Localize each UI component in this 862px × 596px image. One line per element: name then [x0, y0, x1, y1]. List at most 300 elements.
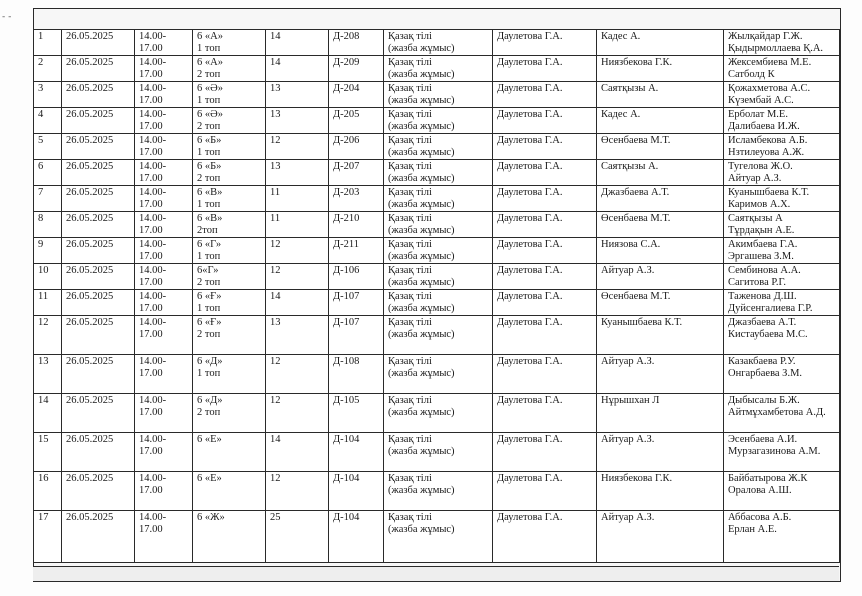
date-cell: [62, 160, 135, 186]
date-cell: [62, 316, 135, 355]
page-corner-mark: - -: [2, 12, 12, 22]
teacher-cell: [597, 511, 724, 563]
row-number-cell: [34, 472, 62, 511]
organizer-cell: [493, 511, 597, 563]
class-group-cell: [193, 511, 266, 563]
observers-obs1-text: Исламбекова А.Б.: [728, 135, 808, 146]
date-cell: [62, 264, 135, 290]
row-number-num-text: 7: [38, 187, 44, 198]
row-number-num-text: 3: [38, 83, 44, 94]
organizer-cell: [493, 160, 597, 186]
student-count-cell: [266, 316, 329, 355]
subject-subj1-text: Қазақ тілі: [388, 512, 432, 523]
observers-cell: [724, 56, 840, 82]
teacher-cell: [597, 30, 724, 56]
room-room-text: Д-208: [333, 31, 360, 42]
observers-cell: [724, 238, 840, 264]
date-cell: [62, 355, 135, 394]
time-cell: [135, 108, 193, 134]
date-cell: [62, 290, 135, 316]
observers-obs1-text: Аббасова А.Б.: [728, 512, 792, 523]
time-cell: [135, 433, 193, 472]
student-count-count-text: 13: [270, 109, 281, 120]
teacher-teacher-text: Нұрышхан Л: [601, 395, 660, 406]
teacher-teacher-text: Айтуар А.З.: [601, 265, 655, 276]
teacher-cell: [597, 316, 724, 355]
observers-obs2-text: Сатболд К: [728, 69, 775, 80]
room-cell: [329, 264, 384, 290]
organizer-organizer-text: Даулетова Г.А.: [497, 31, 563, 42]
organizer-organizer-text: Даулетова Г.А.: [497, 512, 563, 523]
time-time2-text: 17.00: [139, 407, 163, 418]
observers-obs1-text: Жексембиева М.Е.: [728, 57, 812, 68]
observers-obs2-text: Айтмұхамбетова А.Д.: [728, 407, 826, 418]
student-count-count-text: 13: [270, 83, 281, 94]
subject-subj2-text: (жазба жұмыс): [388, 95, 455, 106]
observers-cell: [724, 394, 840, 433]
table-row: [34, 472, 840, 511]
teacher-cell: [597, 108, 724, 134]
time-cell: [135, 238, 193, 264]
observers-cell: [724, 472, 840, 511]
observers-obs2-text: Каримов А.Х.: [728, 199, 791, 210]
teacher-cell: [597, 472, 724, 511]
subject-subj2-text: (жазба жұмыс): [388, 121, 455, 132]
observers-obs2-text: Тұрдақын А.Е.: [728, 225, 795, 236]
class-group-cls1-text: 6 «Б»: [197, 135, 222, 146]
room-cell: [329, 238, 384, 264]
subject-subj2-text: (жазба жұмыс): [388, 199, 455, 210]
table-row: [34, 238, 840, 264]
student-count-cell: [266, 238, 329, 264]
student-count-count-text: 12: [270, 239, 281, 250]
subject-cell: [384, 290, 493, 316]
time-time1-text: 14.00-: [139, 265, 167, 276]
class-group-cls1-text: 6 «Е»: [197, 473, 222, 484]
organizer-cell: [493, 316, 597, 355]
row-number-cell: [34, 56, 62, 82]
room-room-text: Д-104: [333, 473, 360, 484]
observers-obs1-text: Жылқайдар Г.Ж.: [728, 31, 803, 42]
date-cell: [62, 56, 135, 82]
organizer-organizer-text: Даулетова Г.А.: [497, 356, 563, 367]
time-cell: [135, 511, 193, 563]
room-cell: [329, 56, 384, 82]
student-count-cell: [266, 264, 329, 290]
date-cell: [62, 82, 135, 108]
organizer-cell: [493, 238, 597, 264]
time-time2-text: 17.00: [139, 95, 163, 106]
student-count-cell: [266, 394, 329, 433]
student-count-cell: [266, 472, 329, 511]
teacher-teacher-text: Джазбаева А.Т.: [601, 187, 670, 198]
teacher-cell: [597, 433, 724, 472]
subject-subj1-text: Қазақ тілі: [388, 317, 432, 328]
room-room-text: Д-211: [333, 239, 360, 250]
class-group-cls1-text: 6 «Б»: [197, 161, 222, 172]
organizer-cell: [493, 186, 597, 212]
teacher-cell: [597, 355, 724, 394]
observers-cell: [724, 134, 840, 160]
date-date-text: 26.05.2025: [66, 356, 114, 367]
class-group-cell: [193, 433, 266, 472]
observers-obs1-text: Акимбаева Г.А.: [728, 239, 798, 250]
class-group-cls1-text: 6 «Ә»: [197, 83, 223, 94]
date-cell: [62, 108, 135, 134]
subject-subj2-text: (жазба жұмыс): [388, 43, 455, 54]
student-count-count-text: 14: [270, 31, 281, 42]
student-count-count-text: 11: [270, 187, 281, 198]
time-time1-text: 14.00-: [139, 187, 167, 198]
observers-obs1-text: Байбатырова Ж.К: [728, 473, 808, 484]
class-group-cls2-text: 1 топ: [197, 43, 221, 54]
date-date-text: 26.05.2025: [66, 135, 114, 146]
teacher-teacher-text: Саятқызы А.: [601, 83, 659, 94]
date-cell: [62, 212, 135, 238]
class-group-cls1-text: 6«Г»: [197, 265, 219, 276]
row-number-num-text: 4: [38, 109, 44, 120]
organizer-cell: [493, 30, 597, 56]
time-time2-text: 17.00: [139, 277, 163, 288]
table-row: [34, 186, 840, 212]
room-room-text: Д-108: [333, 356, 360, 367]
row-number-cell: [34, 186, 62, 212]
observers-obs2-text: Ерлан А.Е.: [728, 524, 777, 535]
date-date-text: 26.05.2025: [66, 57, 114, 68]
organizer-cell: [493, 394, 597, 433]
student-count-cell: [266, 212, 329, 238]
time-time1-text: 14.00-: [139, 473, 167, 484]
observers-obs2-text: Қыдырмоллаева Қ.А.: [728, 43, 824, 54]
room-cell: [329, 316, 384, 355]
teacher-teacher-text: Өсенбаева М.Т.: [601, 291, 671, 302]
observers-cell: [724, 82, 840, 108]
date-cell: [62, 394, 135, 433]
room-room-text: Д-105: [333, 395, 360, 406]
time-time1-text: 14.00-: [139, 395, 167, 406]
subject-subj2-text: (жазба жұмыс): [388, 329, 455, 340]
subject-subj2-text: (жазба жұмыс): [388, 407, 455, 418]
observers-obs1-text: Дыбысалы Б.Ж.: [728, 395, 800, 406]
student-count-count-text: 12: [270, 265, 281, 276]
class-group-cls1-text: 6 «В»: [197, 187, 223, 198]
organizer-cell: [493, 108, 597, 134]
subject-cell: [384, 160, 493, 186]
time-cell: [135, 316, 193, 355]
student-count-cell: [266, 134, 329, 160]
observers-obs2-text: Оралова А.Ш.: [728, 485, 792, 496]
class-group-cls2-text: 2 топ: [197, 69, 221, 80]
organizer-organizer-text: Даулетова Г.А.: [497, 473, 563, 484]
row-number-cell: [34, 264, 62, 290]
subject-cell: [384, 355, 493, 394]
room-room-text: Д-107: [333, 291, 360, 302]
class-group-cell: [193, 56, 266, 82]
student-count-cell: [266, 355, 329, 394]
class-group-cls1-text: 6 «В»: [197, 213, 223, 224]
subject-subj1-text: Қазақ тілі: [388, 57, 432, 68]
subject-subj2-text: (жазба жұмыс): [388, 446, 455, 457]
room-cell: [329, 511, 384, 563]
class-group-cell: [193, 82, 266, 108]
class-group-cls1-text: 6 «А»: [197, 31, 223, 42]
teacher-cell: [597, 186, 724, 212]
table-row: [34, 56, 840, 82]
teacher-teacher-text: Өсенбаева М.Т.: [601, 213, 671, 224]
time-cell: [135, 82, 193, 108]
room-cell: [329, 30, 384, 56]
observers-obs1-text: Қожахметова А.С.: [728, 83, 811, 94]
student-count-count-text: 12: [270, 356, 281, 367]
class-group-cls1-text: 6 «Д»: [197, 395, 223, 406]
observers-obs2-text: Сагитова Р.Г.: [728, 277, 787, 288]
date-date-text: 26.05.2025: [66, 239, 114, 250]
teacher-teacher-text: Кадес А.: [601, 109, 641, 120]
teacher-cell: [597, 134, 724, 160]
teacher-teacher-text: Айтуар А.З.: [601, 434, 655, 445]
teacher-teacher-text: Кадес А.: [601, 31, 641, 42]
organizer-cell: [493, 212, 597, 238]
row-number-num-text: 6: [38, 161, 44, 172]
subject-cell: [384, 472, 493, 511]
student-count-count-text: 14: [270, 434, 281, 445]
class-group-cls1-text: 6 «Е»: [197, 434, 222, 445]
organizer-organizer-text: Даулетова Г.А.: [497, 395, 563, 406]
row-number-num-text: 11: [38, 291, 49, 302]
room-room-text: Д-204: [333, 83, 360, 94]
student-count-count-text: 12: [270, 473, 281, 484]
room-room-text: Д-209: [333, 57, 360, 68]
subject-subj1-text: Қазақ тілі: [388, 239, 432, 250]
date-date-text: 26.05.2025: [66, 291, 114, 302]
subject-subj2-text: (жазба жұмыс): [388, 173, 455, 184]
time-time2-text: 17.00: [139, 446, 163, 457]
teacher-teacher-text: Ниязбекова Г.К.: [601, 473, 673, 484]
table-row: [34, 82, 840, 108]
subject-subj2-text: (жазба жұмыс): [388, 277, 455, 288]
subject-subj1-text: Қазақ тілі: [388, 109, 432, 120]
room-room-text: Д-106: [333, 265, 360, 276]
time-time1-text: 14.00-: [139, 291, 167, 302]
student-count-count-text: 13: [270, 161, 281, 172]
student-count-cell: [266, 186, 329, 212]
observers-cell: [724, 511, 840, 563]
time-time1-text: 14.00-: [139, 31, 167, 42]
class-group-cls1-text: 6 «Г»: [197, 239, 222, 250]
subject-subj1-text: Қазақ тілі: [388, 31, 432, 42]
row-number-cell: [34, 316, 62, 355]
organizer-cell: [493, 56, 597, 82]
room-cell: [329, 433, 384, 472]
subject-subj2-text: (жазба жұмыс): [388, 485, 455, 496]
teacher-teacher-text: Куанышбаева К.Т.: [601, 317, 683, 328]
observers-cell: [724, 355, 840, 394]
time-cell: [135, 186, 193, 212]
room-cell: [329, 212, 384, 238]
date-date-text: 26.05.2025: [66, 395, 114, 406]
time-time1-text: 14.00-: [139, 57, 167, 68]
observers-obs1-text: Казакбаева Р.У.: [728, 356, 796, 367]
organizer-cell: [493, 355, 597, 394]
time-cell: [135, 212, 193, 238]
room-room-text: Д-207: [333, 161, 360, 172]
time-time2-text: 17.00: [139, 251, 163, 262]
room-cell: [329, 394, 384, 433]
time-time1-text: 14.00-: [139, 317, 167, 328]
observers-obs2-text: Мурзагазинова А.М.: [728, 446, 821, 457]
observers-cell: [724, 108, 840, 134]
student-count-count-text: 12: [270, 395, 281, 406]
class-group-cls2-text: 1 топ: [197, 199, 221, 210]
time-time2-text: 17.00: [139, 329, 163, 340]
observers-obs1-text: Куанышбаева К.Т.: [728, 187, 810, 198]
subject-cell: [384, 433, 493, 472]
room-room-text: Д-104: [333, 434, 360, 445]
time-time1-text: 14.00-: [139, 135, 167, 146]
student-count-cell: [266, 290, 329, 316]
class-group-cell: [193, 134, 266, 160]
observers-cell: [724, 264, 840, 290]
class-group-cell: [193, 160, 266, 186]
class-group-cls1-text: 6 «Ғ»: [197, 291, 222, 302]
time-cell: [135, 134, 193, 160]
room-cell: [329, 134, 384, 160]
time-time2-text: 17.00: [139, 225, 163, 236]
table-row: [34, 290, 840, 316]
time-time2-text: 17.00: [139, 147, 163, 158]
row-number-cell: [34, 355, 62, 394]
class-group-cls1-text: 6 «Д»: [197, 356, 223, 367]
date-date-text: 26.05.2025: [66, 109, 114, 120]
observers-obs1-text: Таженова Д.Ш.: [728, 291, 797, 302]
class-group-cell: [193, 212, 266, 238]
subject-cell: [384, 56, 493, 82]
class-group-cls1-text: 6 «Ғ»: [197, 317, 222, 328]
row-number-num-text: 14: [38, 395, 49, 406]
organizer-cell: [493, 433, 597, 472]
row-number-num-text: 15: [38, 434, 49, 445]
class-group-cls1-text: 6 «А»: [197, 57, 223, 68]
time-time1-text: 14.00-: [139, 356, 167, 367]
time-time1-text: 14.00-: [139, 109, 167, 120]
subject-subj1-text: Қазақ тілі: [388, 434, 432, 445]
room-room-text: Д-203: [333, 187, 360, 198]
student-count-cell: [266, 108, 329, 134]
class-group-cell: [193, 30, 266, 56]
student-count-count-text: 12: [270, 135, 281, 146]
row-number-num-text: 10: [38, 265, 49, 276]
class-group-cell: [193, 316, 266, 355]
row-number-num-text: 1: [38, 31, 44, 42]
row-number-num-text: 8: [38, 213, 44, 224]
organizer-cell: [493, 264, 597, 290]
subject-subj1-text: Қазақ тілі: [388, 395, 432, 406]
student-count-cell: [266, 160, 329, 186]
date-date-text: 26.05.2025: [66, 434, 114, 445]
room-cell: [329, 355, 384, 394]
teacher-cell: [597, 264, 724, 290]
student-count-count-text: 14: [270, 57, 281, 68]
date-date-text: 26.05.2025: [66, 213, 114, 224]
student-count-count-text: 14: [270, 291, 281, 302]
room-cell: [329, 472, 384, 511]
time-cell: [135, 290, 193, 316]
organizer-cell: [493, 82, 597, 108]
row-number-num-text: 12: [38, 317, 49, 328]
observers-cell: [724, 433, 840, 472]
subject-cell: [384, 134, 493, 160]
time-time1-text: 14.00-: [139, 239, 167, 250]
time-cell: [135, 472, 193, 511]
organizer-organizer-text: Даулетова Г.А.: [497, 187, 563, 198]
subject-subj1-text: Қазақ тілі: [388, 187, 432, 198]
table-row: [34, 316, 840, 355]
organizer-organizer-text: Даулетова Г.А.: [497, 239, 563, 250]
table-row: [34, 433, 840, 472]
observers-cell: [724, 290, 840, 316]
subject-cell: [384, 238, 493, 264]
exam-schedule-table: [33, 29, 840, 563]
row-number-cell: [34, 212, 62, 238]
class-group-cell: [193, 238, 266, 264]
organizer-organizer-text: Даулетова Г.А.: [497, 135, 563, 146]
room-room-text: Д-210: [333, 213, 360, 224]
subject-cell: [384, 511, 493, 563]
observers-obs2-text: Онгарбаева З.М.: [728, 368, 803, 379]
row-number-cell: [34, 238, 62, 264]
observers-cell: [724, 316, 840, 355]
class-group-cls2-text: 2 топ: [197, 407, 221, 418]
class-group-cell: [193, 264, 266, 290]
observers-obs1-text: Джазбаева А.Т.: [728, 317, 797, 328]
row-number-cell: [34, 108, 62, 134]
table-row: [34, 108, 840, 134]
teacher-teacher-text: Саятқызы А.: [601, 161, 659, 172]
class-group-cell: [193, 186, 266, 212]
student-count-cell: [266, 30, 329, 56]
date-cell: [62, 30, 135, 56]
teacher-cell: [597, 56, 724, 82]
subject-subj1-text: Қазақ тілі: [388, 83, 432, 94]
teacher-cell: [597, 394, 724, 433]
time-time2-text: 17.00: [139, 43, 163, 54]
subject-subj2-text: (жазба жұмыс): [388, 69, 455, 80]
student-count-count-text: 13: [270, 317, 281, 328]
class-group-cell: [193, 472, 266, 511]
row-number-num-text: 17: [38, 512, 49, 523]
organizer-organizer-text: Даулетова Г.А.: [497, 57, 563, 68]
teacher-cell: [597, 212, 724, 238]
subject-subj1-text: Қазақ тілі: [388, 135, 432, 146]
row-number-num-text: 5: [38, 135, 44, 146]
time-time1-text: 14.00-: [139, 434, 167, 445]
organizer-organizer-text: Даулетова Г.А.: [497, 317, 563, 328]
subject-cell: [384, 108, 493, 134]
student-count-cell: [266, 82, 329, 108]
time-time1-text: 14.00-: [139, 213, 167, 224]
teacher-cell: [597, 238, 724, 264]
subject-cell: [384, 186, 493, 212]
time-cell: [135, 30, 193, 56]
room-room-text: Д-205: [333, 109, 360, 120]
teacher-cell: [597, 290, 724, 316]
subject-subj2-text: (жазба жұмыс): [388, 225, 455, 236]
date-date-text: 26.05.2025: [66, 473, 114, 484]
row-number-num-text: 16: [38, 473, 49, 484]
class-group-cls2-text: 1 топ: [197, 368, 221, 379]
date-cell: [62, 134, 135, 160]
observers-obs2-text: Айтуар А.З.: [728, 173, 782, 184]
